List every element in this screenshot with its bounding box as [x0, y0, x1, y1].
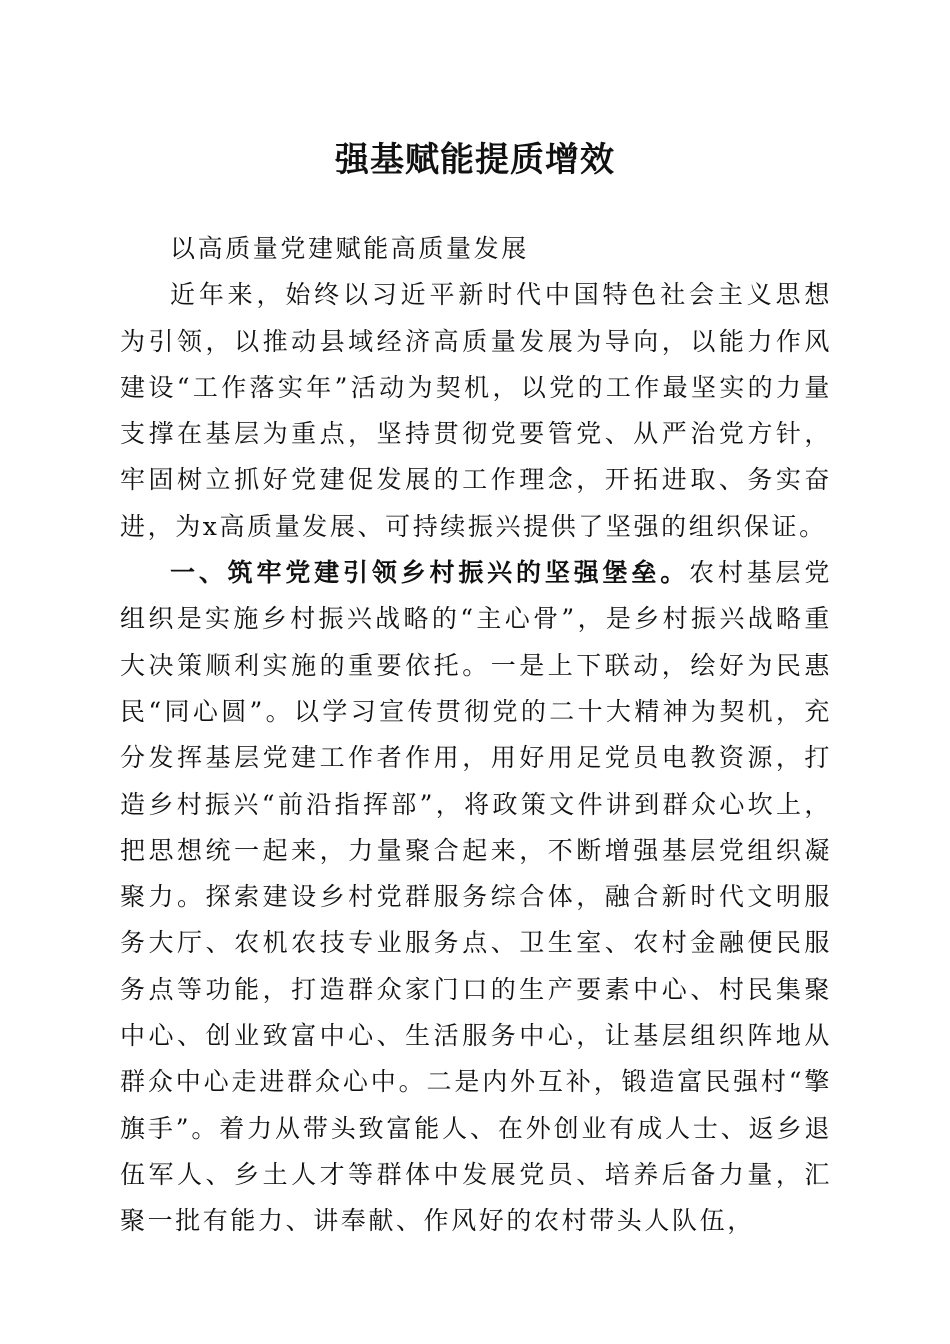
section-1-heading: 一、筑牢党建引领乡村振兴的坚强堡垒。: [170, 558, 690, 588]
document-body: [120, 226, 832, 1245]
subtitle-paragraph: 以高质量党建赋能高质量发展: [170, 234, 529, 263]
section-1-body: 农村基层党组织是实施乡村振兴战略的“主心骨”，是乡村振兴战略重大决策顺利实施的重要依托。一是上下联动，绘好为民惠民“同心圆”。以学习宣传贯彻党的二十大精神为契机，充分发挥基层党建工作者作用，用好用足党员电教资源，打造乡村振兴“前沿指挥部”，将政策文件讲到群众心坎上，把思想统一起来，力量聚合起来，不断增强基层党组织凝聚力。探索建设乡村党群服务综合体，融合新时代文明服务大厅、农机农技专业服务点、卫生室、农村金融便民服务点等功能，打造群众家门口的生产要素中心、村民集聚中心、创业致富中心、生活服务中心，让基层组织阵地从群众中心走进群众心中。二是内外互补，锻造富民强村“擎旗手”。着力从带头致富能人、在外创业有成人士、返乡退伍军人、乡土人才等群体中发展党员、培养后备力量，汇聚一批有能力、讲奉献、作风好的农村带头人队伍，: [120, 558, 832, 1236]
document-title: 强基赋能提质增效: [335, 140, 615, 180]
section-1-paragraph: [120, 550, 832, 1244]
intro-paragraph: 近年来，始终以习近平新时代中国特色社会主义思想为引领，以推动县域经济高质量发展为导向，以能力作风建设“工作落实年”活动为契机，以党的工作最坚实的力量支撑在基层为重点，坚持贯彻党要管党、从严治党方针，牢固树立抓好党建促发展的工作理念，开拓进取、务实奋进，为x高质量发展、可持续振兴提供了坚强的组织保证。: [120, 280, 832, 541]
